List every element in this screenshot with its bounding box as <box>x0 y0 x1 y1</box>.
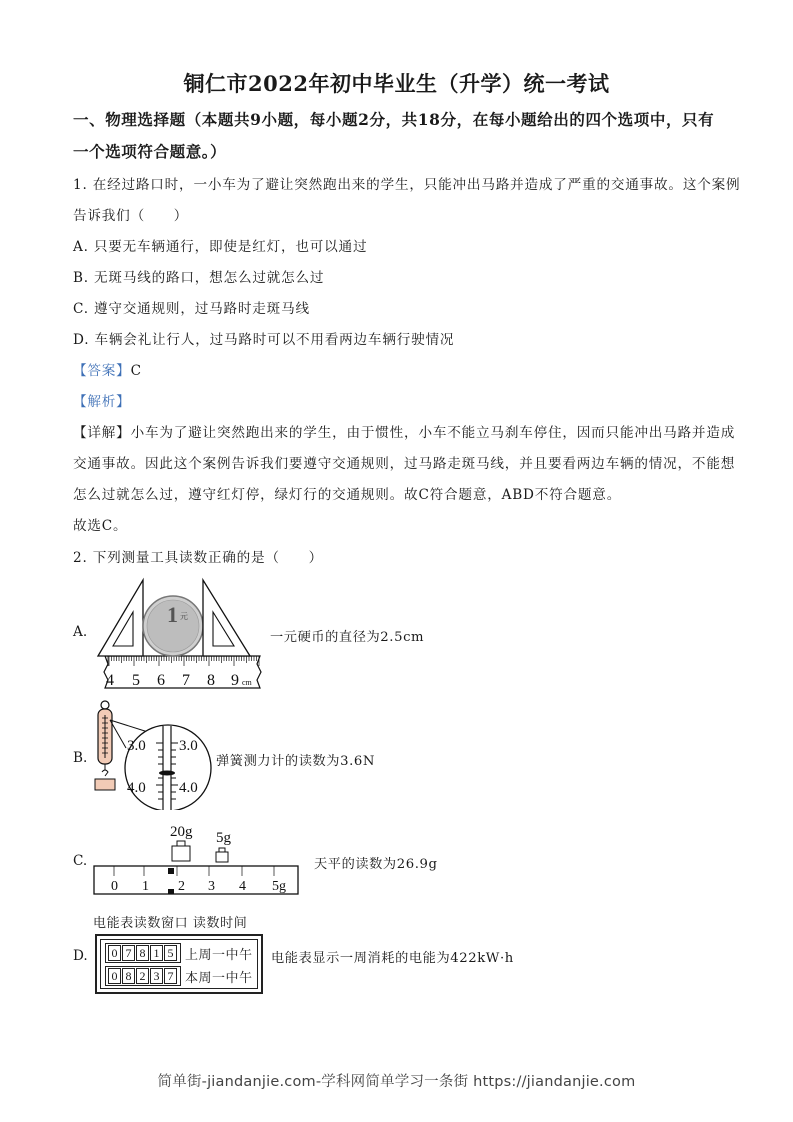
digit: 5 <box>164 945 177 961</box>
scale-label-right-bottom: 4.0 <box>179 780 198 796</box>
beam-num: 5g <box>272 879 286 894</box>
exam-title: 铜仁市2022年初中毕业生（升学）统一考试 <box>183 71 610 96</box>
digit: 0 <box>108 968 121 984</box>
digit: 7 <box>122 945 135 961</box>
scale-label-left-bottom: 4.0 <box>127 780 146 796</box>
ruler-coin-figure <box>95 576 265 691</box>
meter-row-label: 上周一中午 <box>185 947 253 963</box>
q1-option-b: B. 无斑马线的路口，想怎么过就怎么过 <box>73 270 325 286</box>
weight-label-5g: 5g <box>216 830 231 846</box>
beam-num: 0 <box>111 879 118 894</box>
q1-conclusion: 故选C。 <box>73 518 128 534</box>
q2-option-a-label: A. <box>73 624 88 640</box>
q1-detail-line1 <box>73 421 735 441</box>
digit: 8 <box>122 968 135 984</box>
ruler-unit: cm <box>242 678 252 687</box>
coin-unit: 元 <box>180 612 188 621</box>
q1-stem-line2: 告诉我们（ ） <box>73 208 189 224</box>
electricity-meter <box>95 934 263 994</box>
digit: 8 <box>136 945 149 961</box>
digit: 2 <box>136 968 149 984</box>
q2-option-b-label: B. <box>73 750 88 766</box>
detail-tag: 【详解】 <box>73 425 131 441</box>
ruler-num: 7 <box>182 672 190 689</box>
q2-option-d-caption: 电能表显示一周消耗的电能为422kW·h <box>271 951 514 966</box>
weight-label-20g: 20g <box>170 824 193 840</box>
section-heading-line1: 一、物理选择题（本题共9小题，每小题2分，共18分，在每小题给出的四个选项中，只有 <box>73 110 715 129</box>
q2-option-c-caption: 天平的读数为26.9g <box>314 857 438 872</box>
q1-answer <box>73 359 142 379</box>
q2-stem: 2. 下列测量工具读数正确的是（ ） <box>73 550 323 566</box>
weight-20g-icon <box>177 841 185 846</box>
beam-num: 3 <box>208 879 215 894</box>
analysis-tag: 【解析】 <box>73 394 131 410</box>
detail-text: 小车为了避让突然跑出来的学生，由于惯性，小车不能立马刹车停住，因而只能冲出马路并造成 <box>130 425 736 441</box>
beam-num: 4 <box>239 879 246 894</box>
digit: 3 <box>150 968 163 984</box>
spring-scale-figure <box>90 698 215 810</box>
rider-icon <box>168 868 174 874</box>
ruler-num: 8 <box>207 672 215 689</box>
digit: 7 <box>164 968 177 984</box>
balance-figure <box>92 822 302 898</box>
section-heading-line2: 一个选项符合题意。） <box>73 142 227 161</box>
coin-denomination: 1 <box>167 602 178 627</box>
q2-option-c-label: C. <box>73 853 88 869</box>
meter-window-header: 电能表读数窗口 读数时间 <box>93 916 248 931</box>
meter-row-last-week <box>105 943 253 963</box>
ruler-num: 6 <box>157 672 165 689</box>
scale-label-left-top: 3.0 <box>127 738 146 754</box>
q2-option-d-label: D. <box>73 948 88 964</box>
ruler-num: 5 <box>132 672 140 689</box>
beam-num: 2 <box>178 879 185 894</box>
q2-option-a-caption: 一元硬币的直径为2.5cm <box>270 630 425 645</box>
q1-option-d: D. 车辆会礼让行人，过马路时可以不用看两边车辆行驶情况 <box>73 332 455 348</box>
footer-watermark: 简单街-jiandanjie.com-学科网简单学习一条街 https://jiandanjie.com <box>157 1074 636 1090</box>
q1-option-a: A. 只要无车辆通行，即使是红灯，也可以通过 <box>73 239 368 255</box>
meter-row-this-week <box>105 966 253 986</box>
beam-num: 1 <box>142 879 149 894</box>
q1-stem-line1: 1. 在经过路口时，一小车为了避让突然跑出来的学生，只能冲出马路并造成了严重的交通事故。这个案例 <box>73 177 741 193</box>
q1-detail-line3: 怎么过就怎么过，遵守红灯停，绿灯行的交通规则。故C符合题意，ABD不符合题意。 <box>73 487 622 503</box>
q1-detail-line2: 交通事故。因此这个案例告诉我们要遵守交通规则，过马路走斑马线，并且要看两边车辆的情况，不能想 <box>73 456 736 472</box>
scale-label-right-top: 3.0 <box>179 738 198 754</box>
weight-5g-icon <box>219 848 225 852</box>
digit: 0 <box>108 945 121 961</box>
meter-row-label: 本周一中午 <box>185 970 253 986</box>
answer-tag: 【答案】 <box>73 363 131 379</box>
ruler-num: 9 <box>231 672 239 689</box>
digit: 1 <box>150 945 163 961</box>
q1-option-c: C. 遵守交通规则，过马路时走斑马线 <box>73 301 310 317</box>
ruler-num: 4 <box>106 672 114 689</box>
answer-value: C <box>130 363 142 379</box>
pointer-icon <box>159 771 175 776</box>
q2-option-b-caption: 弹簧测力计的读数为3.6N <box>216 754 375 769</box>
